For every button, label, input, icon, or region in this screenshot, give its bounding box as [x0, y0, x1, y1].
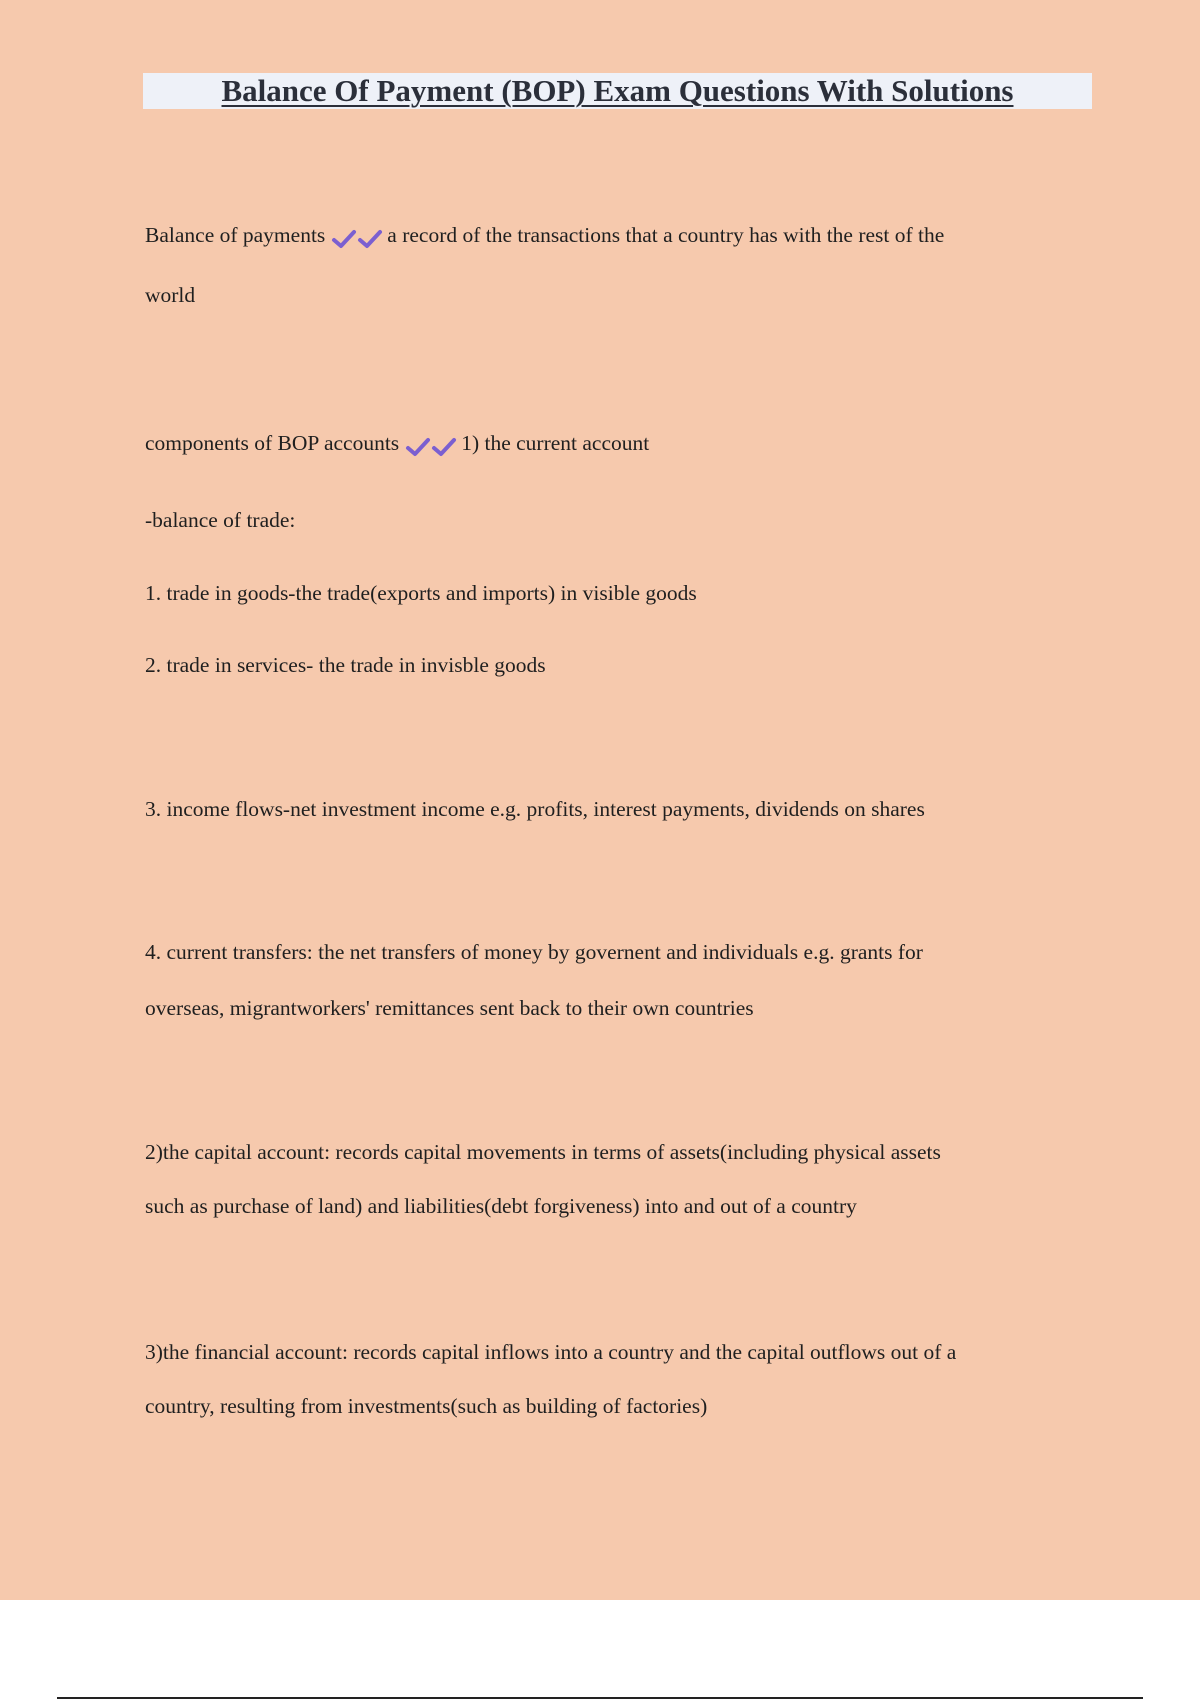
- term-balance-of-payments: Balance of payments: [145, 223, 326, 247]
- capital-account-line: 2)the capital account: records capital movements in terms of assets(including physical assets: [145, 1140, 941, 1164]
- check-icon: [331, 228, 357, 250]
- check-icon: [357, 228, 383, 250]
- term-components-of-bop: components of BOP accounts: [145, 431, 400, 455]
- check-icon: [405, 436, 431, 458]
- check-icon: [431, 436, 457, 458]
- list-item-current-transfers: 4. current transfers: the net transfers of money by governent and individuals e.g. grants for: [145, 940, 923, 964]
- list-item-trade-in-goods: 1. trade in goods-the trade(exports and imports) in visible goods: [145, 581, 697, 605]
- financial-account-line-continued: country, resulting from investments(such as building of factories): [145, 1394, 708, 1418]
- balance-of-trade-heading: -balance of trade:: [145, 508, 296, 532]
- list-item-income-flows: 3. income flows-net investment income e.g. profits, interest payments, dividends on shares: [145, 797, 925, 821]
- check-marks: [331, 223, 383, 251]
- list-item-current-transfers-continued: overseas, migrantworkers' remittances sent back to their own countries: [145, 996, 754, 1020]
- answer-line: a record of the transactions that a country has with the rest of the: [387, 223, 945, 247]
- question-balance-of-payments: [145, 221, 944, 251]
- list-item-trade-in-services: 2. trade in services- the trade in invisble goods: [145, 653, 546, 677]
- financial-account-line: 3)the financial account: records capital inflows into a country and the capital outflows out of a: [145, 1340, 957, 1364]
- capital-account-line-continued: such as purchase of land) and liabilities(debt forgiveness) into and out of a country: [145, 1194, 857, 1218]
- question-components-of-bop: [145, 429, 649, 459]
- answer-line: 1) the current account: [461, 431, 650, 455]
- check-marks: [405, 431, 457, 459]
- answer-line-continued: world: [145, 283, 196, 307]
- footer-divider: [57, 1697, 1143, 1699]
- page-title: Balance Of Payment (BOP) Exam Questions With Solutions: [221, 73, 1014, 108]
